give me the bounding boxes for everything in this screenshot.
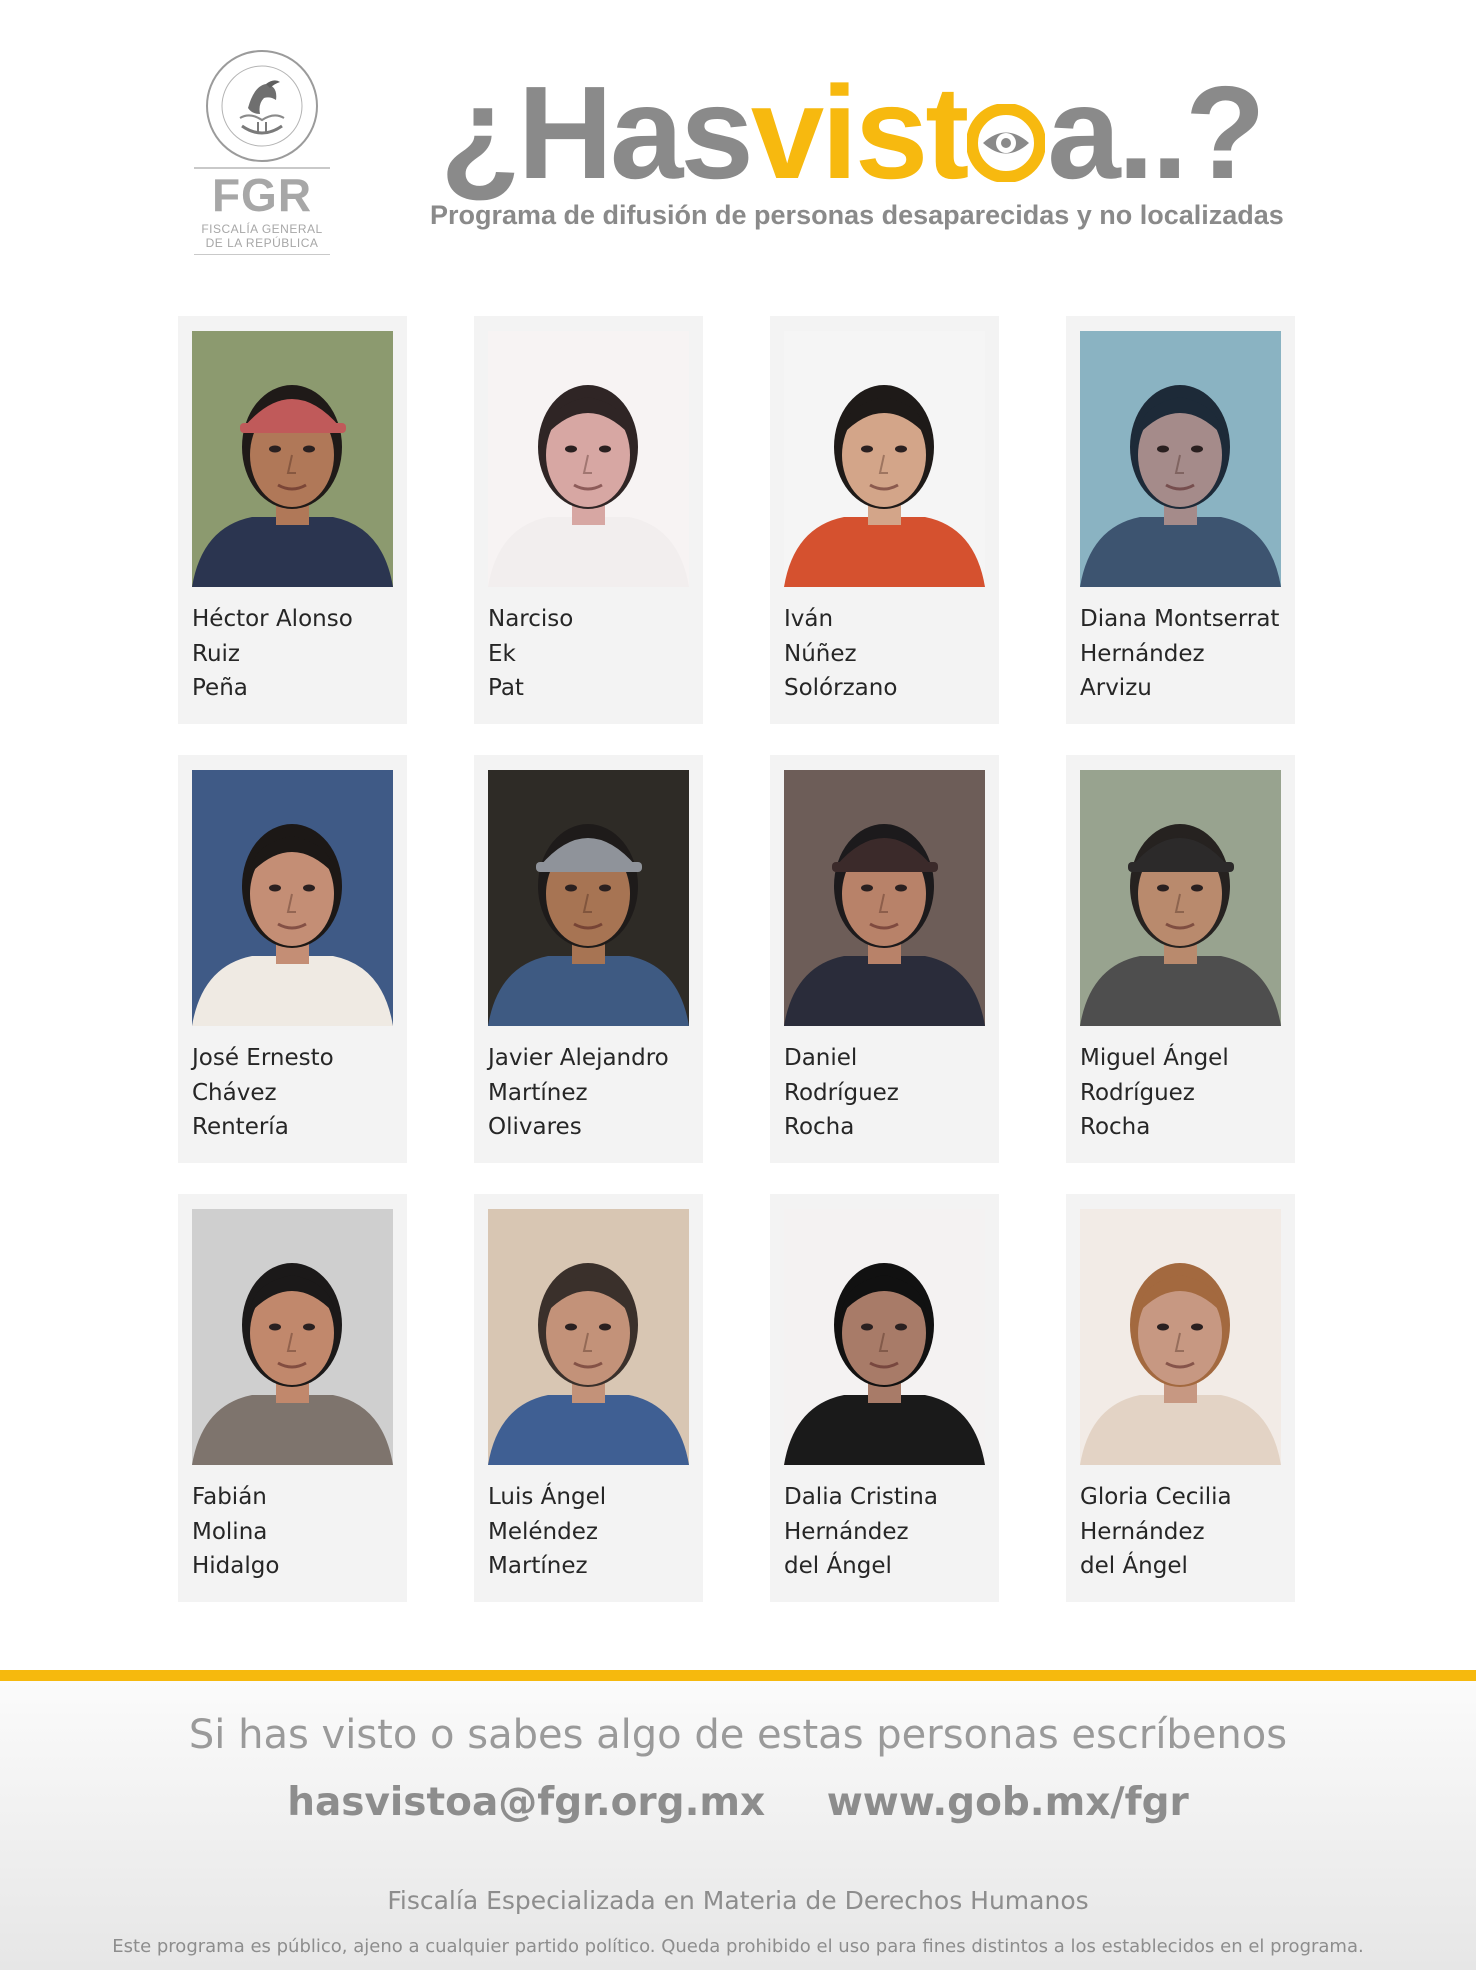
person-name-line: Miguel Ángel — [1080, 1045, 1229, 1071]
person-name-line: Peña — [192, 675, 248, 701]
person-name-line: Ruiz — [192, 640, 240, 667]
portrait-icon — [192, 1209, 393, 1465]
portrait-icon — [488, 770, 689, 1026]
person-name-line: Dalia Cristina — [784, 1484, 938, 1510]
person-name-line: Diana Montserrat — [1080, 606, 1280, 632]
person-name-line: Daniel — [784, 1045, 858, 1071]
person-name-line: Rentería — [192, 1114, 289, 1140]
person-card — [474, 755, 703, 1163]
fgr-name-line-2: DE LA REPÚBLICA — [205, 236, 319, 250]
program-subtitle: Programa de difusión de personas desaparecidas y no localizadas — [430, 200, 1284, 230]
portrait-icon — [488, 331, 689, 587]
portrait-icon — [784, 1209, 985, 1465]
person-photo — [784, 331, 985, 587]
person-card — [1066, 1194, 1295, 1602]
contact-website-link[interactable]: www.gob.mx/fgr — [826, 1780, 1189, 1825]
person-name-line: Hernández — [1080, 640, 1205, 667]
person-name — [784, 1480, 999, 1584]
portrait-icon — [784, 331, 985, 587]
person-name — [192, 602, 407, 706]
logo-divider-bottom — [194, 254, 330, 255]
contact-email-link[interactable]: hasvistoa@fgr.org.mx — [287, 1780, 766, 1825]
person-photo — [192, 1209, 393, 1465]
person-name-line: Pat — [488, 675, 524, 701]
person-card — [770, 1194, 999, 1602]
person-photo — [1080, 770, 1281, 1026]
person-name-line: Núñez — [784, 640, 857, 667]
person-name — [784, 1041, 999, 1145]
person-card — [178, 755, 407, 1163]
disclaimer-text: Este programa es público, ajeno a cualquier partido político. Queda prohibido el uso para fines distintos a los establecidos en el programa. — [112, 1936, 1364, 1957]
portrait-icon — [1080, 1209, 1281, 1465]
fgr-full-name — [190, 222, 334, 250]
person-card — [474, 1194, 703, 1602]
person-name-line: Héctor Alonso — [192, 606, 353, 632]
mexican-eagle-seal-icon — [204, 48, 320, 164]
footer-accent-bar — [0, 1670, 1476, 1681]
person-name-line: Martínez — [488, 1553, 588, 1579]
person-name — [192, 1041, 407, 1145]
person-name-line: Ek — [488, 640, 516, 667]
person-name-line: Iván — [784, 606, 834, 632]
title-yellow-part: vist — [750, 59, 967, 206]
portrait-icon — [1080, 331, 1281, 587]
person-photo — [488, 770, 689, 1026]
person-name — [1080, 602, 1295, 706]
person-name-line: Meléndez — [488, 1518, 598, 1545]
person-photo — [784, 770, 985, 1026]
person-photo — [192, 770, 393, 1026]
person-name — [488, 602, 703, 706]
person-photo — [1080, 1209, 1281, 1465]
person-card — [178, 1194, 407, 1602]
person-name — [488, 1041, 703, 1145]
portrait-icon — [192, 770, 393, 1026]
person-name-line: Rocha — [1080, 1114, 1151, 1140]
person-name-line: Rodríguez — [1080, 1079, 1195, 1106]
missing-persons-grid — [178, 316, 1298, 1604]
person-name-line: Arvizu — [1080, 675, 1152, 701]
person-name-line: Javier Alejandro — [488, 1045, 669, 1071]
title-grey-part: Has — [517, 59, 751, 206]
person-name-line: Gloria Cecilia — [1080, 1484, 1232, 1510]
person-name-line: Hidalgo — [192, 1553, 280, 1579]
title-end-part: a..? — [1047, 59, 1263, 206]
person-name-line: Luis Ángel — [488, 1484, 607, 1510]
person-name-line: del Ángel — [1080, 1553, 1188, 1579]
person-name — [1080, 1480, 1295, 1584]
person-card — [770, 755, 999, 1163]
person-photo — [784, 1209, 985, 1465]
person-name-line: Chávez — [192, 1079, 277, 1106]
person-name-line: Hernández — [784, 1518, 909, 1545]
portrait-icon — [784, 770, 985, 1026]
person-name — [488, 1480, 703, 1584]
portrait-icon — [192, 331, 393, 587]
contact-info — [0, 1780, 1476, 1825]
program-title — [440, 59, 1263, 206]
person-name — [192, 1480, 407, 1584]
person-card — [178, 316, 407, 724]
portrait-icon — [488, 1209, 689, 1465]
person-name-line: Fabián — [192, 1484, 267, 1510]
title-open-question: ¿ — [440, 59, 518, 206]
person-name-line: José Ernesto — [192, 1045, 334, 1071]
person-photo — [488, 1209, 689, 1465]
office-name: Fiscalía Especializada en Materia de Derechos Humanos — [387, 1886, 1089, 1915]
call-to-action: Si has visto o sabes algo de estas personas escríbenos — [188, 1712, 1288, 1758]
person-name-line: Molina — [192, 1518, 268, 1545]
fgr-acronym: FGR — [211, 169, 313, 221]
person-card — [770, 316, 999, 724]
person-name-line: Rodríguez — [784, 1079, 899, 1106]
person-name-line: Hernández — [1080, 1518, 1205, 1545]
person-card — [1066, 316, 1295, 724]
person-name-line: Olivares — [488, 1114, 582, 1140]
portrait-icon — [1080, 770, 1281, 1026]
person-name-line: del Ángel — [784, 1553, 892, 1579]
person-name-line: Solórzano — [784, 675, 898, 701]
person-name-line: Narciso — [488, 606, 574, 632]
fgr-name-line-1: FISCALÍA GENERAL — [201, 222, 323, 236]
person-card — [1066, 755, 1295, 1163]
person-name-line: Martínez — [488, 1079, 588, 1106]
person-name — [784, 602, 999, 706]
eye-icon — [967, 104, 1045, 182]
person-photo — [192, 331, 393, 587]
person-name-line: Rocha — [784, 1114, 855, 1140]
person-name — [1080, 1041, 1295, 1145]
person-photo — [488, 331, 689, 587]
person-card — [474, 316, 703, 724]
person-photo — [1080, 331, 1281, 587]
